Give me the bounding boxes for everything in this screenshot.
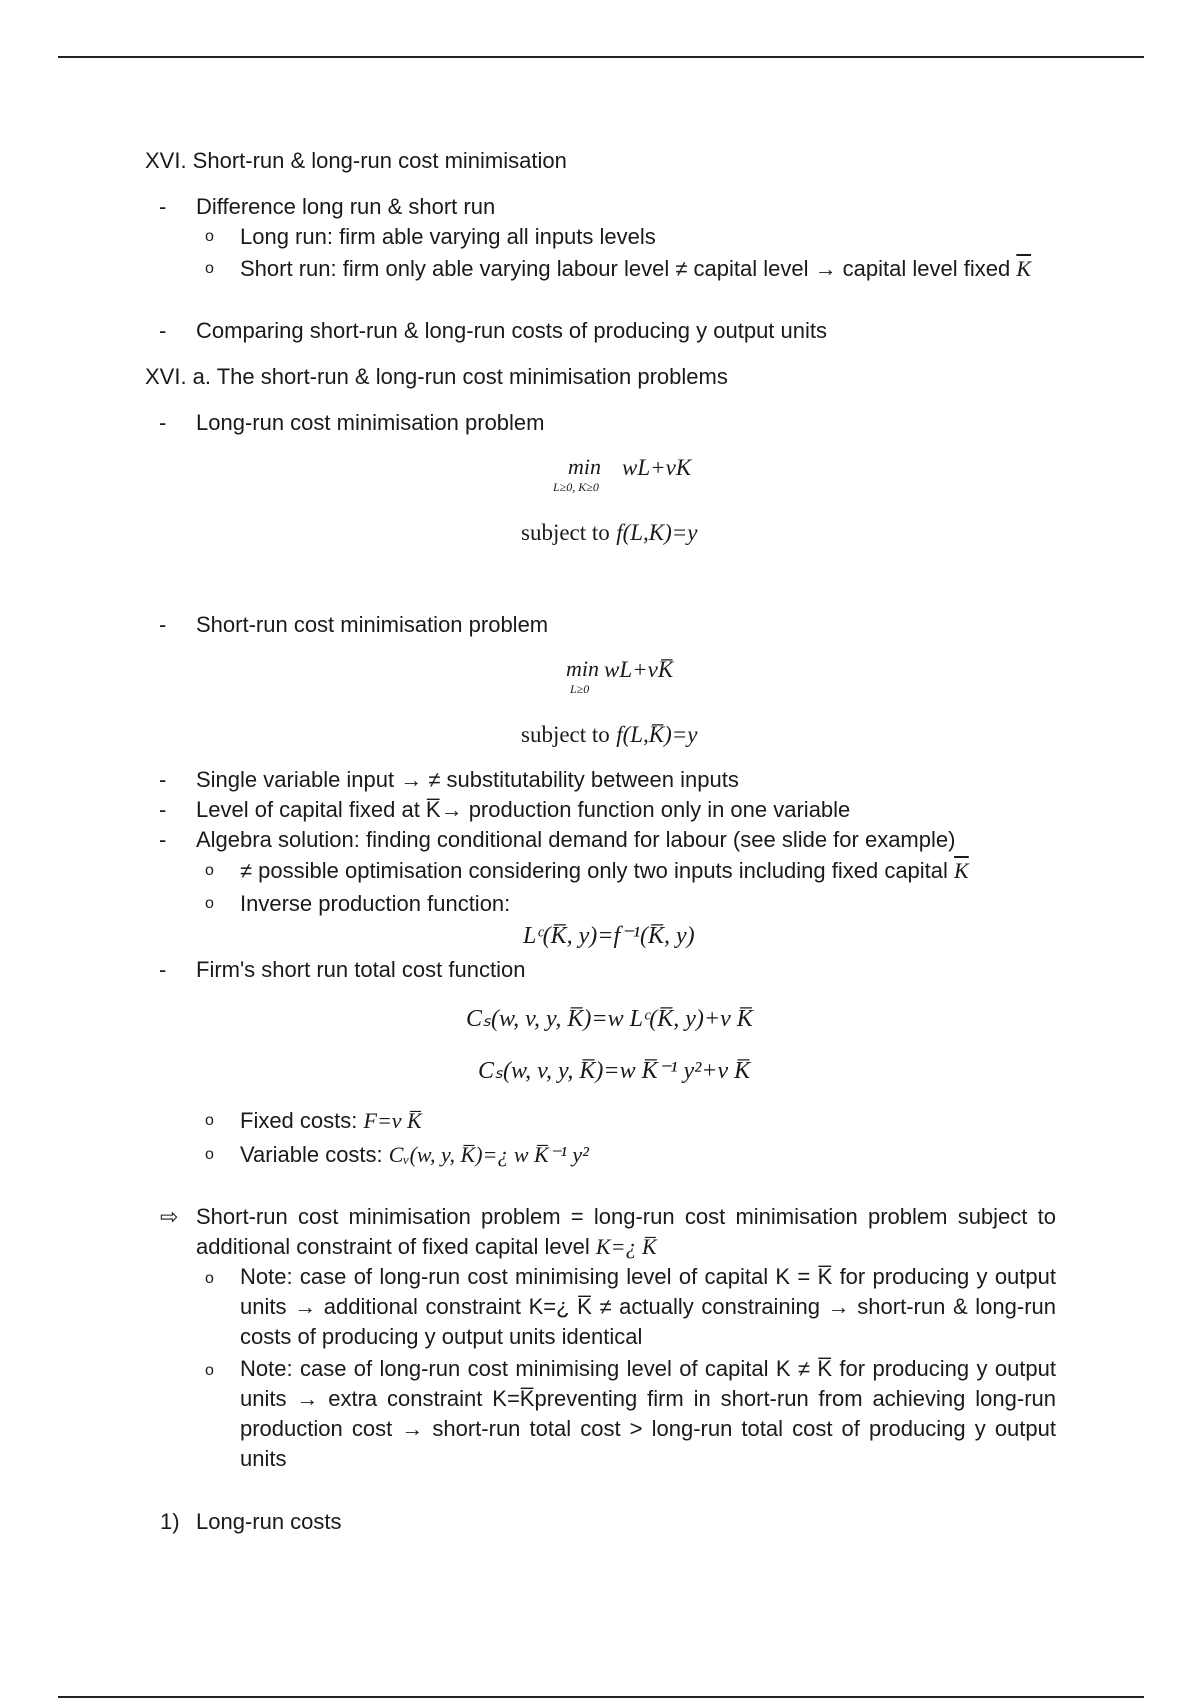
long-run-objective: wL+vK [622,455,692,480]
bullet-circle: o [205,1112,214,1129]
bullet-circle: o [205,862,214,879]
bullet-dash: - [159,410,167,435]
note-two: Note: case of long-run cost minimising level of capital K ≠ K̅ for producing y output units → extra constraint K=K̅preventing firm in short-run from achieving long-run production cost → short-run total cost > long-run total cost of producing y output units [240,1356,1056,1471]
total-cost-label: Firm's short run total cost function [196,957,526,982]
min-domain: L≥0, K≥0 [553,480,599,494]
note-one: Note: case of long-run cost minimising level of capital K = K̅ for producing y output units → additional constraint K=¿ K̅ ≠ actually constraining → short-run & long-run costs of producing y output units identical [240,1264,1056,1349]
long-run-problem-label: Long-run cost minimisation problem [196,410,545,435]
capital-fixed-item: Level of capital fixed at K̅→ production function only in one variable [196,797,851,822]
short-run-item [240,254,1056,284]
min-word: min [568,454,601,479]
difference-item: Difference long run & short run [196,194,496,219]
conclusion-formula: K=¿ K̅ [595,1234,657,1259]
section-title: XVI. Short-run & long-run cost minimisation [145,148,567,173]
single-variable-item: Single variable input → ≠ substitutability between inputs [196,767,739,792]
bullet-circle: o [205,228,214,245]
long-run-constraint-formula: f(L,K)=y [616,520,698,545]
variable-costs-label: Variable costs: [240,1142,383,1167]
short-run-min-operator [566,657,599,695]
bullet-circle: o [205,895,214,912]
bullet-dash: - [159,612,167,637]
inverse-item: Inverse production function: [240,891,511,916]
fixed-costs-label: Fixed costs: [240,1108,358,1133]
subject-to-label: subject to [521,722,610,747]
k-bar-symbol: $\overline{K}$ [954,858,969,883]
bullet-dash: - [159,797,167,822]
short-run-constraint-formula: f(L,K̅)=y [616,722,698,747]
fixed-costs-item [240,1106,422,1136]
compare-item: Comparing short-run & long-run costs of producing y output units [196,318,827,343]
long-run-constraint [521,517,698,548]
long-run-min-operator [553,454,601,494]
variable-costs-formula: Cᵥ(w, y, K̅)=¿ w K̅⁻¹ y² [388,1142,589,1167]
footer-rule [58,1696,1144,1698]
bullet-dash: - [159,827,167,852]
variable-costs-item [240,1140,589,1170]
bullet-dash: - [159,767,167,792]
bullet-dash: - [159,318,167,343]
short-run-constraint [521,719,698,750]
bullet-circle: o [205,1362,214,1379]
k-bar-symbol: $\overline{K}$ [1016,256,1032,281]
total-cost-formula-2: Cₛ(w, v, y, K̅)=w K̅⁻¹ y²+v K̅ [478,1058,751,1084]
not-possible-item [240,856,969,886]
min-word: min [566,656,599,681]
not-possible-text: ≠ possible optimisation considering only two inputs including fixed capital [240,858,948,883]
long-run-costs-heading: Long-run costs [196,1509,342,1534]
min-domain: L≥0 [570,682,590,696]
total-cost-formula-1: Cₛ(w, v, y, K̅)=w Lᶜ(K̅, y)+v K̅ [466,1006,753,1032]
list-number: 1) [160,1509,180,1534]
conclusion-text: Short-run cost minimisation problem = long-run cost minimisation problem subject to additional constraint of fixed capital level [196,1204,1056,1259]
algebra-item: Algebra solution: finding conditional demand for labour (see slide for example) [196,827,956,852]
long-run-item: Long run: firm able varying all inputs levels [240,224,656,249]
conclusion-item [196,1202,1056,1262]
short-run-problem-label: Short-run cost minimisation problem [196,612,549,637]
bullet-circle: o [205,1146,214,1163]
arrow-marker: ⇨ [160,1204,179,1229]
subject-to-label: subject to [521,520,610,545]
bullet-circle: o [205,1270,214,1287]
short-run-objective: wL+vK̅ [604,657,674,682]
bullet-circle: o [205,260,214,277]
inverse-formula: Lᶜ(K̅, y)=f⁻¹(K̅, y) [523,923,695,949]
bullet-dash: - [159,957,167,982]
short-run-text: Short run: firm only able varying labour level ≠ capital level → capital level fixed [240,256,1011,281]
subsection-title: XVI. a. The short-run & long-run cost minimisation problems [145,364,728,389]
bullet-dash: - [159,194,167,219]
fixed-costs-formula: F=v K̅ [363,1108,422,1133]
